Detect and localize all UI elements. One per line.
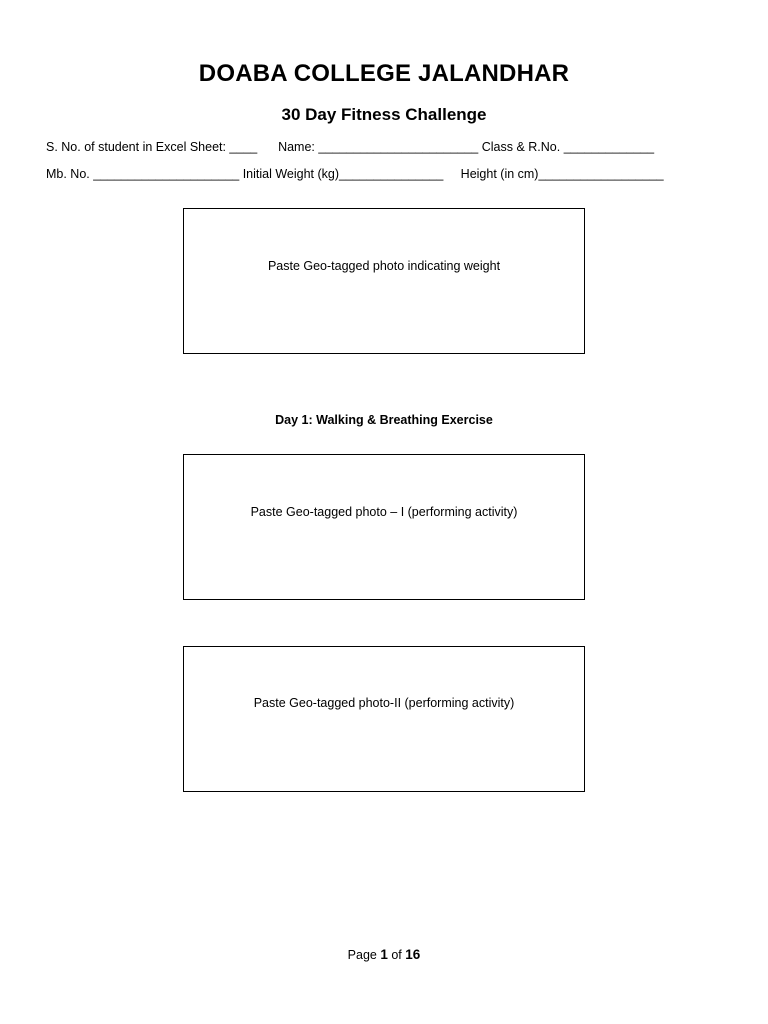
activity-photo-box-2 [183, 646, 585, 792]
of-word: of [391, 948, 402, 962]
page-word: Page [347, 948, 377, 962]
current-page-number: 1 [380, 947, 388, 962]
weight-photo-box [183, 208, 585, 354]
challenge-title: 30 Day Fitness Challenge [281, 105, 487, 124]
weight-photo-label: Paste Geo-tagged photo indicating weight [267, 259, 501, 273]
activity-photo-label-2: Paste Geo-tagged photo-II (performing activity) [253, 696, 515, 710]
student-details-line-2: Mb. No. _____________________ Initial Weight (kg)_______________ Height (in cm)__________________ [46, 167, 664, 181]
college-title: DOABA COLLEGE JALANDHAR [198, 60, 570, 87]
activity-photo-box-1 [183, 454, 585, 600]
page-footer [0, 947, 768, 962]
activity-photo-label-1: Paste Geo-tagged photo – I (performing activity) [250, 505, 518, 519]
day-heading: Day 1: Walking & Breathing Exercise [275, 413, 493, 427]
total-pages-number: 16 [405, 947, 421, 962]
student-details-line-1: S. No. of student in Excel Sheet: ____ Name: _______________________ Class & R.No. _____________ [46, 140, 655, 154]
